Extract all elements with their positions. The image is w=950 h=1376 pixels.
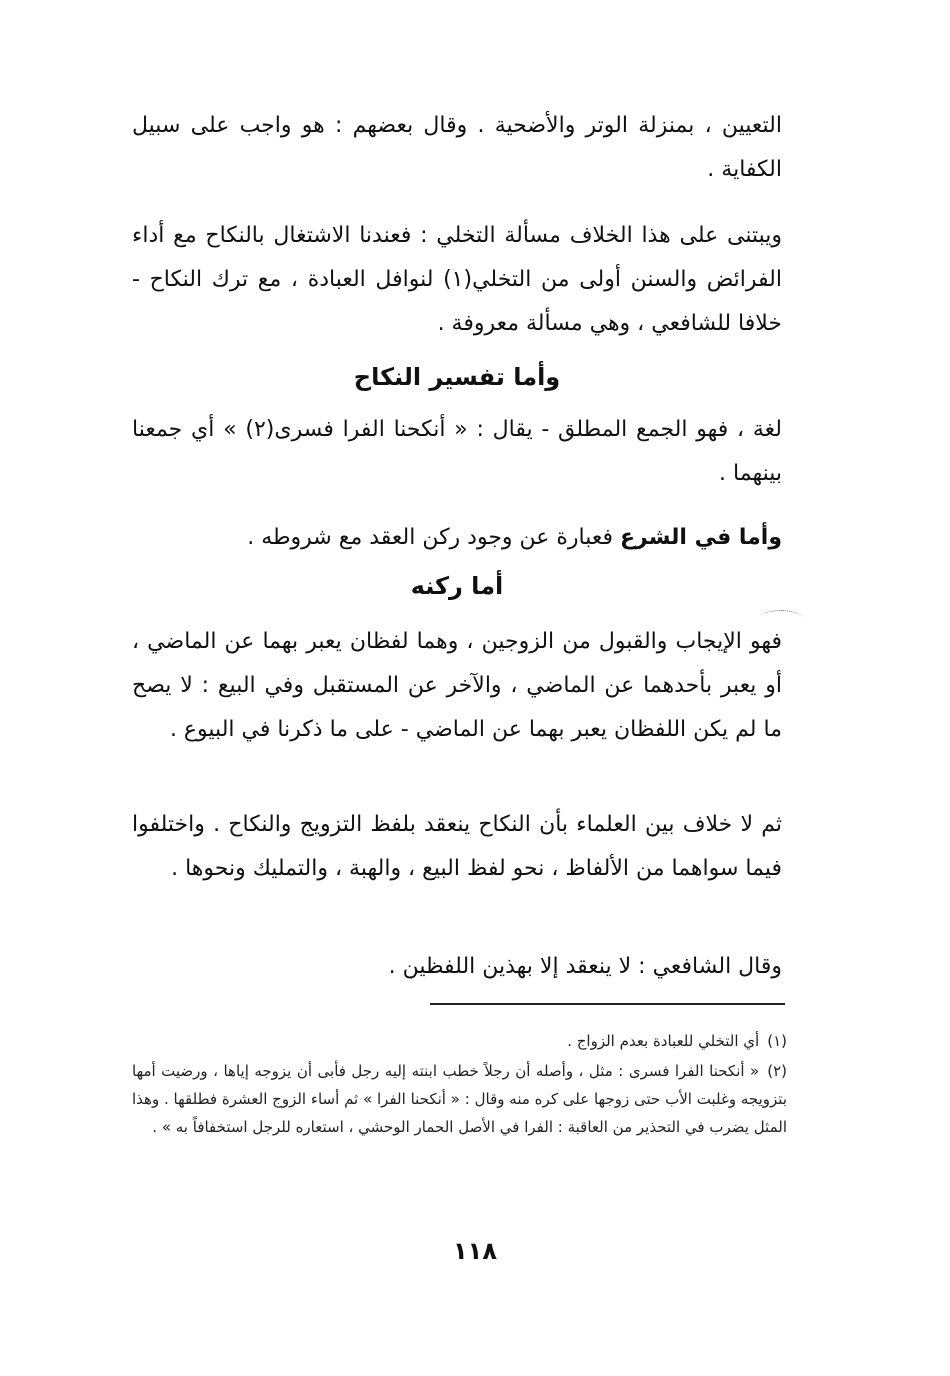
footnote-1-mark: (١): [767, 1032, 787, 1050]
footnote-2-text: « أنكحنا الفرا فسرى : مثل ، وأصله أن رجلاً خطب ابنته إليه رجل فأبى أن يزوجه إياها ، ورضيت أمها بتزويجه وغلبت الأب حتى زوجها على كره منه وقال : « أنكحنا الفرا » ثم أساء الزوج العشرة فطلقها . وهذا المثل يضرب في التحذير من العاقبة : الفرا في الأصل الحمار الوحشي ، استعاره للرجل استخفافاً به » .: [132, 1062, 787, 1136]
footnote-1: [132, 1027, 787, 1055]
scan-artifact: [760, 610, 802, 625]
footnote-separator: [430, 1003, 785, 1005]
paragraph-shafii-opinion: وقال الشافعي : لا ينعقد إلا بهذين اللفظين .: [388, 954, 782, 979]
page-number: ١١٨: [453, 1237, 497, 1265]
paragraph-legal-meaning: [132, 516, 782, 560]
footnote-2: [132, 1057, 787, 1141]
heading-marriage-definition: وأما تفسير النكاح: [353, 363, 561, 391]
paragraph-contract-words: ثم لا خلاف بين العلماء بأن النكاح ينعقد بلفظ التزويج والنكاح . واختلفوا فيما سواهما من الألفاظ ، نحو لفظ البيع ، والهبة ، والتمليك ونحوها .: [132, 812, 782, 881]
paragraph-seclusion: ويبتنى على هذا الخلاف مسألة التخلي : فعندنا الاشتغال بالنكاح مع أداء الفرائض والسنن أولى من التخلي(١) لنوافل العبادة ، مع ترك النكاح - خلافا للشافعي ، وهي مسألة معروفة .: [132, 223, 782, 336]
legal-meaning-rest: فعبارة عن وجود ركن العقد مع شروطه .: [247, 525, 621, 550]
paragraph-linguistic-meaning: لغة ، فهو الجمع المطلق - يقال : « أنكحنا الفرا فسرى(٢) » أي جمعنا بينهما .: [132, 417, 782, 486]
footnote-2-mark: (٢): [767, 1062, 787, 1080]
paragraph-obligation: التعيين ، بمنزلة الوتر والأضحية . وقال بعضهم : هو واجب على سبيل الكفاية .: [132, 113, 782, 182]
paragraph-offer-acceptance: فهو الإيجاب والقبول من الزوجين ، وهما لفظان يعبر بهما عن الماضي ، أو يعبر بأحدهما عن الماضي ، والآخر عن المستقبل وفي البيع : لا يصح ما لم يكن اللفظان يعبر بهما عن الماضي - على ما ذكرنا في البيوع .: [132, 629, 782, 742]
heading-pillars: أما ركنه: [410, 572, 504, 600]
legal-meaning-lead: وأما في الشرع: [620, 525, 782, 550]
footnote-1-text: أي التخلي للعبادة بعدم الزواج .: [567, 1032, 760, 1050]
